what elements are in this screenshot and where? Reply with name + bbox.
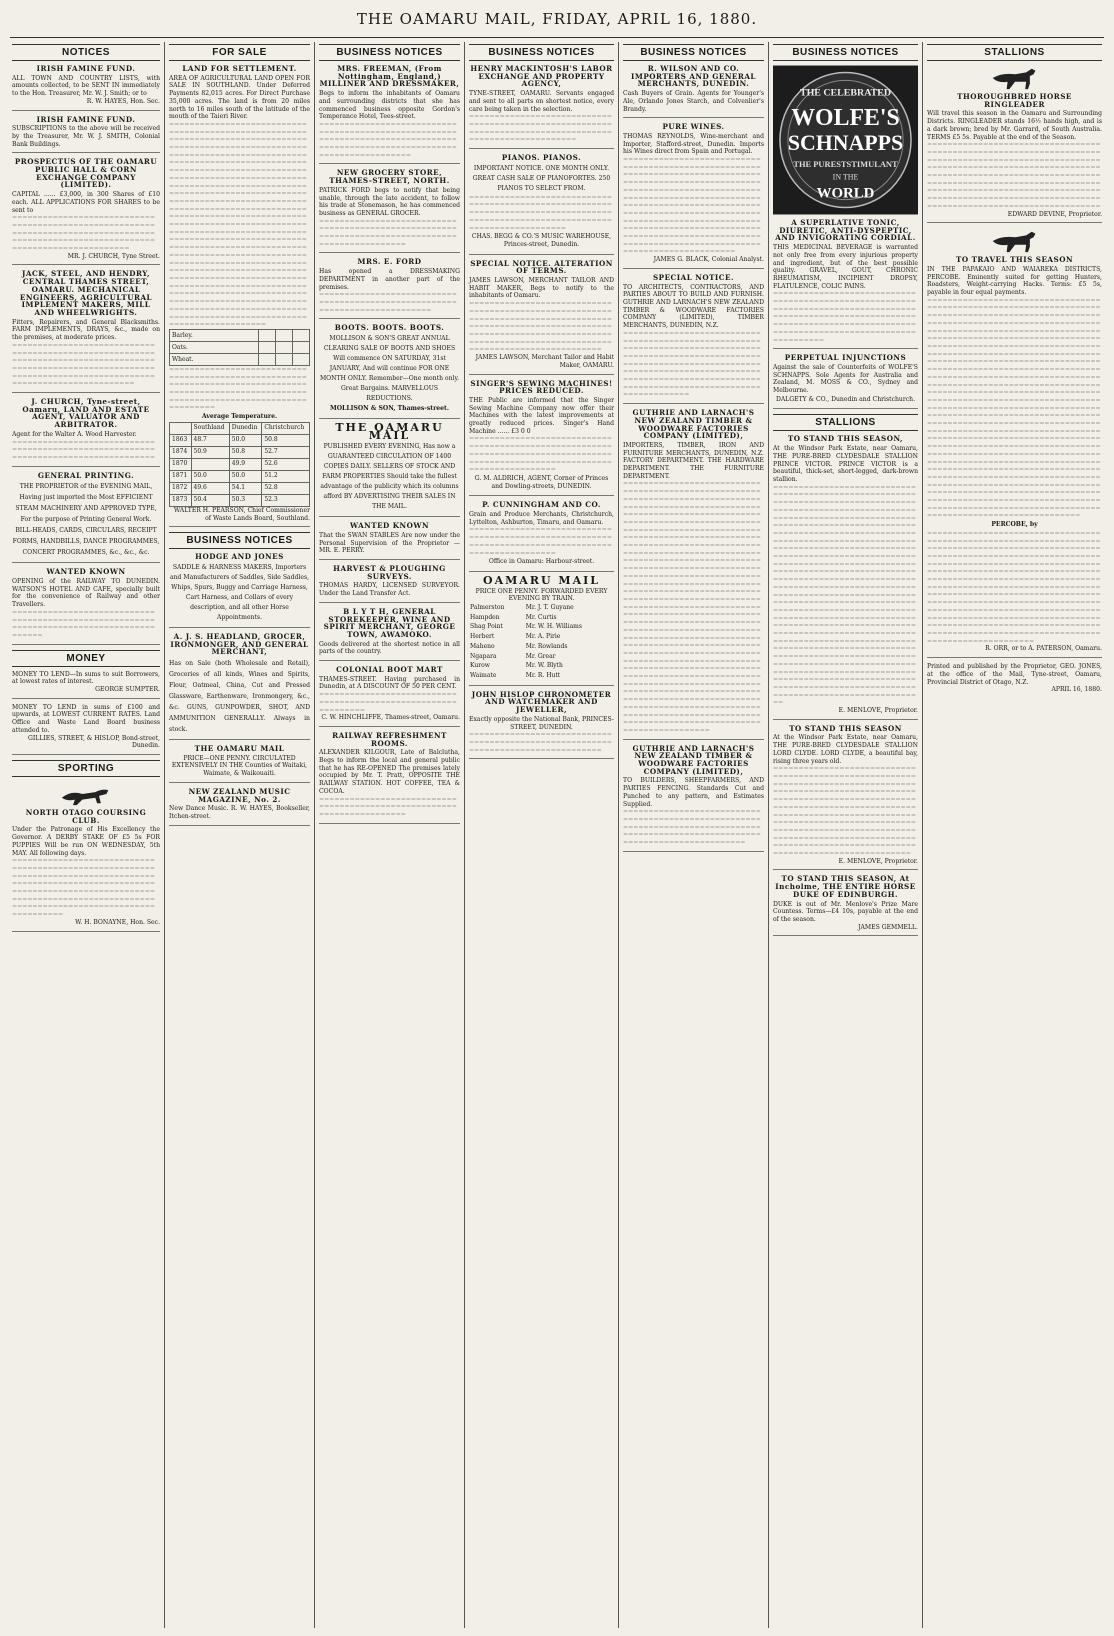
column-header: BUSINESS NOTICES — [319, 44, 460, 61]
advert-title: WANTED KNOWN — [349, 521, 430, 531]
advert-body: AREA OF AGRICULTURAL LAND OPEN FOR SALE IN SOUTHLAND. Under Deferred Payments 82,015 acres. For Direct Purchase 35,000 acres. The land is from 20 miles north to 16 miles south of the latitude of the mouth of the Taieri River. — [169, 74, 310, 121]
advert-title: JOHN HISLOP CHRONOMETER AND WATCHMAKER AND JEWELLER, — [471, 689, 612, 715]
advert-title: IRISH FAMINE FUND. — [36, 64, 136, 73]
column-stallions — [922, 42, 1106, 1628]
table-cell: Oats. — [170, 341, 259, 353]
table-cell: 48.7 — [191, 434, 229, 446]
advert-body: PRICE ONE PENNY. FORWARDED EVERY EVENING BY TRAIN. — [475, 587, 608, 603]
masthead-rule — [10, 37, 1104, 38]
advert-body: IN THE PAPAKAIO AND WAIAREKA DISTRICTS, PERCOBE. Eminently suited for getting Hunters, Roadsters, Weight-carrying Hacks. Terms: £5 5s, payable in four equal payments. — [927, 265, 1102, 297]
advert-title: TO STAND THIS SEASON, — [787, 434, 904, 444]
advert-fine-print: =============================================================== — [319, 691, 457, 714]
table-cell: Mr. Grear — [525, 652, 556, 660]
advert-thomas-hardy-surveyor — [319, 565, 460, 603]
advert-irish-famine-1 — [12, 65, 160, 111]
table-row — [170, 470, 310, 482]
advert-swan-stables — [319, 522, 460, 560]
advert-title: PURE WINES. — [662, 122, 725, 132]
table-cell: Waimate — [470, 672, 497, 679]
advert-title: TO TRAVEL THIS SEASON — [955, 255, 1074, 265]
advert-jack-steel-hendry — [12, 270, 160, 393]
advert-body: That the SWAN STABLES Are now under the Personal Supervision of the Proprietor — MR. E. PERRY. — [319, 531, 460, 555]
advert-body: MONEY TO LEND in sums of £100 and upwards, at LOWEST CURRENT RATES. Land Office and Waste Land Board business attended to. — [12, 703, 160, 734]
advert-signature: G. M. ALDRICH, AGENT, Corner of Princes and Dowling-streets, DUNEDIN. — [474, 474, 609, 490]
advert-body: TO BUILDERS, SHEEPFARMERS, AND PARTIES FENCING. Standards Cut and Punched to any pattern, and Estimates Supplied. — [623, 777, 764, 808]
advert-signature: C. W. HINCHLIFFE, Thames-street, Oamaru. — [321, 714, 460, 722]
advert-pure-wines — [623, 123, 764, 269]
advert-title: GENERAL PRINTING. — [37, 470, 135, 480]
table-cell: 50.3 — [229, 494, 262, 506]
advert-body: SADDLE & HARNESS MAKERS, Importers and Manufacturers of Saddles, Side Saddles, Whips, Spurs, Buggy and Carriage Harness, Cart Harness, and Collars of every description, and all other Horse Appointments. — [169, 563, 310, 621]
table-row — [469, 642, 614, 652]
logo-line: WORLD — [816, 185, 875, 202]
column-business-notices-3 — [618, 42, 768, 1628]
advert-title: A SUPERLATIVE TONIC, DIURETIC, ANTI-DYSPEPTIC, AND INVIGORATING CORDIAL. — [775, 218, 916, 243]
masthead-title: THE OAMARU MAIL, FRIDAY, APRIL 16, 1880. — [356, 10, 758, 28]
advert-signature: Office in Oamaru: Harbour-street. — [488, 558, 595, 566]
advert-colonial-boot-mart — [319, 666, 460, 727]
table-row — [469, 632, 614, 642]
advert-body: PATRICK FORD begs to notify that being unable, through the late accident, to follow his trade at Stonemason, he has commenced business as GENERAL GROCER. — [319, 186, 460, 217]
advert-body: THIS MEDICINAL BEVERAGE is warranted not only free from every injurious property and ingredient, but of the best possible quality. GRAVEL, GOUT, CHRONIC RHEUMATISM, INCIPIENT DROPSY, FLATULENCE, COLIC PAINS. — [773, 244, 918, 290]
advert-body: JAMES LAWSON, MERCHANT TAILOR AND HABIT MAKER, Begs to notify to the inhabitants of Oamaru. — [469, 277, 614, 300]
advert-hodge-jones — [169, 553, 310, 628]
column-header: STALLIONS — [927, 44, 1102, 61]
advert-body: ALL TOWN AND COUNTRY LISTS, with amounts collected, to be SENT IN immediately to the Hon. Treasurer, Mr. W. J. Smith; or to — [12, 74, 160, 98]
advert-title: PIANOS. PIANOS. — [501, 153, 582, 163]
advert-title: P. CUNNINGHAM AND CO. — [482, 500, 601, 510]
advert-money-to-lend-2 — [12, 704, 160, 755]
advert-oamaru-mail-agents — [469, 573, 614, 686]
table-cell — [191, 458, 229, 470]
advert-body: Cash Buyers of Grain. Agents for Younger's Ale, Orlando Jones Starch, and Colvenlier's Brandy. — [623, 90, 764, 113]
advert-blyth-storekeeper — [319, 608, 460, 661]
column-business-notices-2 — [464, 42, 618, 1628]
table-cell: Mr. Curtis — [525, 613, 557, 621]
column-header: BUSINESS NOTICES — [623, 44, 764, 61]
advert-body: DUKE is out of Mr. Menlove's Prize Mare Countess. Terms—£4 10s, payable at the end of the season. — [773, 900, 918, 923]
table-cell: 52.3 — [262, 494, 310, 506]
advert-title: THOROUGHBRED HORSE RINGLEADER — [957, 92, 1072, 109]
table-cell: 50.4 — [191, 494, 229, 506]
table-cell: Maheno — [470, 642, 495, 650]
advert-cunningham-grain — [469, 501, 614, 572]
advert-fine-print: ============================================================================ — [319, 291, 457, 314]
advert-wilson-merchants — [623, 65, 764, 118]
section-header-money: MONEY — [12, 650, 160, 667]
advert-title: NORTH OTAGO COURSING CLUB. — [25, 808, 147, 825]
advert-body: IMPORTANT NOTICE. ONE MONTH ONLY. GREAT CASH SALE OF PIANOFORTES. 250 PIANOS TO SELECT FROM. — [472, 164, 611, 192]
advert-prince-victor — [773, 435, 918, 719]
advert-fine-print: ========================================================================================== — [12, 608, 155, 639]
imprint — [927, 663, 1102, 698]
advert-pianos — [469, 154, 614, 255]
advert-signature: WALTER H. PEARSON, Chief Commissioner of Waste Lands Board, Southland. — [173, 506, 310, 522]
logo-line: IN THE — [832, 172, 859, 182]
advert-general-printing — [12, 472, 160, 564]
advert-body: Fitters, Repairers, and General Blacksmiths. FARM IMPLEMENTS, DRAYS, &c., made on the premises, at moderate prices. — [12, 318, 160, 342]
table-cell: 49.9 — [229, 458, 262, 470]
advert-title: COLONIAL BOOT MART — [336, 665, 443, 675]
advert-body: THOMAS HARDY, LICENSED SURVEYOR. Under the Land Transfer Act. — [319, 582, 460, 598]
table-cell: 49.6 — [191, 482, 229, 494]
advert-body: Grain and Produce Merchants, Christchurch, Lyttelton, Ashburton, Timaru, and Oamaru. — [469, 511, 614, 526]
table-row — [469, 671, 614, 681]
table-cell: Palmerston — [470, 604, 505, 612]
advert-irish-famine-2 — [12, 116, 160, 154]
section-header-business: BUSINESS NOTICES — [169, 532, 310, 549]
advert-title: WANTED KNOWN — [46, 567, 126, 577]
advert-body: THAMES-STREET. Having purchased in Dunedin, at A DISCOUNT OF 50 PER CENT. — [319, 675, 460, 691]
advert-title: B L Y T H, GENERAL STOREKEEPER, WINE AND SPIRIT MERCHANT, GEORGE TOWN, AWAMOKO. — [323, 606, 456, 639]
advert-signature: EDWARD DEVINE, Proprietor. — [1007, 210, 1102, 218]
table-cell: Mr. R. Hutt — [525, 672, 561, 679]
advert-title: GUTHRIE AND LARNACH'S NEW ZEALAND TIMBER & WOODWARE FACTORIES COMPANY (LIMITED), — [632, 743, 755, 776]
advert-fine-print: ======================================================================================================================================= — [12, 214, 155, 253]
advert-body: PUBLISHED EVERY EVENING, Has now a GUARANTEED CIRCULATION OF 1400 COPIES DAILY. SELLERS OF STOCK AND FARM PROPERTIES Should take the fullest advantage of the publicity which its columns afford BY ADVERTISING THEIR SALES IN THE MAIL. — [320, 443, 459, 511]
advert-signature: JAMES G. BLACK, Colonial Analyst. — [653, 256, 764, 264]
advert-title: LAND FOR SETTLEMENT. — [182, 64, 297, 73]
table-row — [170, 353, 310, 365]
table-row — [170, 446, 310, 458]
advert-body: At the Windsor Park Estate, near Oamaru, THE PURE-BRED CLYDESDALE STALLION LORD CLYDE. LORD CLYDE, a beautiful bay, rising three years old. — [773, 734, 918, 765]
advert-fine-print: ================================================================================================================================================================================================================================================================================================================================================================================================================================================================================================================================================================================================================================================================================================================================================= — [169, 120, 307, 329]
advert-title: HODGE AND JONES — [195, 552, 284, 562]
advert-public-hall-prospectus — [12, 158, 160, 265]
table-cell: Mr. W. Blyth — [525, 662, 563, 670]
advert-mrs-freeman — [319, 65, 460, 164]
table-cell: 52.6 — [262, 458, 310, 470]
advert-guthrie-larnach-2 — [623, 745, 764, 852]
advert-fine-print: ============================================================================================================================================================================================================== — [12, 857, 155, 919]
advert-fine-print: ================================================================================================================================================================================================================================================================================================================================================================================================================================================================================================================================================================================================================================================================================================================================================================================================================== — [773, 483, 916, 707]
column-header: BUSINESS NOTICES — [469, 44, 614, 61]
advert-fine-print: ========================================================================================================================================================================================================================================================================================================================================================== — [623, 156, 761, 256]
masthead — [0, 0, 1114, 40]
advert-wanted-known — [12, 568, 160, 644]
advert-title: SINGER'S SEWING MACHINES! PRICES REDUCED. — [470, 378, 613, 396]
advert-mrs-ford — [319, 258, 460, 319]
column-business-notices-1 — [314, 42, 464, 1628]
logo-line: THE PURESTSTIMULANT — [793, 158, 898, 169]
advert-singer-sewing-machines — [469, 380, 614, 497]
table-cell: Herbert — [470, 633, 495, 641]
advert-body: MOLLISON & SON'S GREAT ANNUAL CLEARING SALE OF BOOTS AND SHOES Will commence ON SATURDAY, 31st JANUARY, And will continue FOR ONE MONTH ONLY. Remember—One month only. Great Bargains. MARVELLOUS REDUCTIONS. — [319, 335, 460, 403]
advert-headland-grocer — [169, 633, 310, 740]
advert-title: OAMARU MAIL — [483, 573, 600, 587]
advert-body: Begs to inform the inhabitants of Oamaru and surrounding districts that she has commenced business opposite Gordon's Temperance Hotel, Tees-street. — [319, 90, 460, 121]
advert-title: A. J. S. HEADLAND, GROCER, IRONMONGER, AND GENERAL MERCHANT, — [170, 631, 309, 657]
agents-table — [469, 603, 614, 681]
table-cell: 50.9 — [191, 446, 229, 458]
advert-land-for-settlement — [169, 65, 310, 527]
logo-line: SCHNAPPS — [787, 130, 904, 155]
advert-oamaru-mail-circulation — [169, 745, 310, 783]
table-cell: 50.0 — [229, 434, 262, 446]
advert-body: TO ARCHITECTS, CONTRACTORS, AND PARTIES ABOUT TO BUILD AND FURNISH. GUTHRIE AND LARNACH'S NEW ZEALAND TIMBER & WOODWARE FACTORIES COMPANY (LIMITED), TIMBER MERCHANTS, DUNEDIN, N.Z. — [623, 283, 764, 330]
pedigree-label: PERCOBE, by — [991, 521, 1038, 529]
advert-mackintosh-labour-exchange — [469, 65, 614, 149]
advert-signature: W. H. BONAYNE, Hon. Sec. — [75, 918, 160, 926]
advert-body: Has opened a DRESSMAKING DEPARTMENT in another part of the premises. — [319, 268, 460, 291]
table-row — [170, 341, 310, 353]
column-for-sale — [164, 42, 314, 1628]
table-cell: Kurow — [470, 662, 490, 670]
advert-body: THE PROPRIETOR of the EVENING MAIL, Having just imported the Most EFFICIENT STEAM MACHINERY AND APPROVED TYPE, For the purpose of Printing General Work. BILL-HEADS, CARDS, CIRCULARS, RECEIPT FORMS, HANDBILLS, DANCE PROGRAMMES, CONCERT PROGRAMMES, &c., &c., &c. — [12, 483, 160, 557]
advert-title: SPECIAL NOTICE. — [652, 272, 735, 282]
advert-title: NEW GROCERY STORE, THAMES-STREET, NORTH. — [329, 168, 450, 186]
advert-signature: GEORGE SUMPTER. — [95, 686, 160, 694]
advert-title: THE OAMARU MAIL — [335, 420, 444, 442]
advert-body: Under the Patronage of His Excellency the Governor. A DERBY STAKE OF £5 5s FOR PUPPIES Will be run ON WEDNESDAY, 5th MAY. All following days. — [12, 826, 160, 857]
advert-title: PERPETUAL INJUNCTIONS — [784, 353, 907, 363]
advert-signature: R. ORR, or to A. PATERSON, Oamaru. — [985, 645, 1102, 653]
table-row — [469, 613, 614, 623]
advert-fine-print: ===================================================================================================== — [469, 526, 612, 557]
advert-body: OPENING of the RAILWAY TO DUNEDIN. WATSON'S HOTEL AND CAFE, specially built for the convenience of Railway and other Travellers. — [12, 578, 160, 609]
advert-title: TO STAND THIS SEASON, At Incholme, THE ENTIRE HORSE DUKE OF EDINBURGH. — [775, 874, 916, 899]
table-row — [170, 494, 310, 506]
advert-james-lawson — [469, 260, 614, 375]
table-cell: 1871 — [170, 470, 192, 482]
advert-body: SUBSCRIPTIONS to the above will be received by the Treasurer, Mr. W. J. SMITH, Colonial Bank Buildings. — [12, 125, 160, 148]
table-cell: Barley. — [170, 329, 259, 341]
table-row — [170, 458, 310, 470]
advert-body: Against the sale of Counterfeits of WOLFE'S SCHNAPPS. Sole Agents for Australia and Zealand, M. MOSS & CO., Sydney and Melbourne. — [773, 363, 918, 395]
table-cell: 1870 — [170, 458, 192, 470]
advert-title: MRS. FREEMAN, (From Nottingham, England,) MILLINER AND DRESSMAKER, — [319, 64, 460, 89]
table-cell: Hampden — [470, 613, 500, 621]
horse-illustration-icon — [987, 228, 1043, 254]
advert-title: BOOTS. BOOTS. BOOTS. — [334, 323, 445, 333]
advert-fine-print: ============================================================================================================================== — [319, 120, 457, 159]
table-cell: Mr. W. H. Williams — [525, 623, 582, 631]
table-cell: Ngapara — [470, 652, 497, 660]
advert-fine-print: ==================================================================================================================================================================== — [12, 341, 155, 388]
advert-body: Has on Sale (both Wholesale and Retail), Groceries of all kinds, Wines and Spirits, Flour, Oatmeal, China, Cut and Pressed Glassware, Earthenware, Ironmongery, &c., &c. GUNS, GUNPOWDER, SHOT, AND AMMUNITION GENERALLY. Always in stock. — [169, 660, 310, 734]
advert-title: MRS. E. FORD — [357, 257, 422, 267]
table-row — [469, 661, 614, 671]
table-cell: Mr. J. T. Guyane — [525, 604, 574, 612]
advert-percobe — [927, 228, 1102, 658]
table-row — [170, 482, 310, 494]
table-cell: 50.8 — [229, 446, 262, 458]
advert-title: GUTHRIE AND LARNACH'S NEW ZEALAND TIMBER & WOODWARE FACTORIES COMPANY (LIMITED), — [632, 408, 755, 441]
greyhound-illustration-icon — [58, 781, 114, 807]
advert-body: New Dance Music. R. W. HAYES, Bookseller, Itchen-street. — [169, 805, 310, 820]
advert-railway-refreshment — [319, 732, 460, 824]
table-header: Dunedin — [229, 422, 262, 434]
advert-signature: JAMES LAWSON, Merchant Tailor and Habit Maker, OAMARU. — [475, 354, 614, 369]
advert-coursing-club — [12, 781, 160, 932]
logo-line: WOLFE'S — [791, 105, 900, 132]
advert-body: CAPITAL ...... £3,000, in 300 Shares of £10 each. ALL APPLICATIONS FOR SHARES to be sent to — [12, 191, 160, 214]
advert-body: Will travel this season in the Oamaru and Surrounding Districts. RINGLEADER stands 16½ hands high, and is a dark brown; bred by Mr. Garrard, of South Australia. TERMS £5 5s. Payable at the end of the Season. — [927, 110, 1102, 141]
table-cell: 1873 — [170, 494, 192, 506]
advert-lord-clyde — [773, 725, 918, 871]
table-row — [170, 434, 310, 446]
table-cell: 52.7 — [262, 446, 310, 458]
advert-fine-print: ==================================================================================== — [12, 438, 155, 461]
advert-guthrie-larnach-1 — [623, 409, 764, 740]
advert-money-to-lend-1 — [12, 671, 160, 699]
temperature-table-caption: Average Temperature. — [201, 413, 278, 421]
advert-title: J. CHURCH, Tyne-street, Oamaru, LAND AND ESTATE AGENT, VALUATOR AND ARBITRATOR. — [22, 397, 150, 430]
table-header: Southland — [191, 422, 229, 434]
advert-signature: GILLIES, STREET, & HISLOP, Bond-street, Dunedin. — [28, 734, 160, 750]
advert-new-grocery-store — [319, 169, 460, 253]
advert-perpetual-injunctions — [773, 354, 918, 409]
column-header: NOTICES — [12, 44, 160, 61]
advert-ringleader — [927, 65, 1102, 223]
advert-fine-print: ======================================================================= — [319, 795, 457, 818]
table-cell: 1863 — [170, 434, 192, 446]
table-cell: Mr. Rowlands — [525, 642, 568, 650]
advert-signature: R. W. HAYES, Hon. Sec. — [86, 97, 160, 105]
advert-title: R. WILSON AND CO. IMPORTERS AND GENERAL MERCHANTS, DUNEDIN. — [631, 64, 756, 89]
table-row — [469, 622, 614, 632]
advert-body: IMPORTERS, TIMBER, IRON AND FURNITURE MERCHANTS, DUNEDIN, N.Z. FACTORY DEPARTMENT. THE HARDWARE DEPARTMENT. THE FURNITURE DEPARTMENT. — [623, 441, 764, 480]
advert-signature: MOLLISON & SON, Thames-street. — [330, 405, 449, 413]
advert-body: Goods delivered at the shortest notice in all parts of the country. — [319, 640, 460, 656]
pedigree-chart: ================================================================================================================================================================================================================================================================================================================================================================================================================================================================================================================= — [927, 529, 1101, 645]
advert-fine-print: ================================================================================== — [469, 731, 612, 754]
advert-title: HARVEST & PLOUGHING SURVEYS. — [333, 564, 446, 581]
advert-fine-print: =================================================================================================================================== — [469, 193, 612, 232]
table-cell: 51.2 — [262, 470, 310, 482]
table-cell: Wheat. — [170, 353, 259, 365]
table-header-row — [170, 422, 310, 434]
column-business-notices-4 — [768, 42, 922, 1628]
advert-title: THE OAMARU MAIL — [194, 744, 285, 754]
advert-fine-print: ================================================================================================================================= — [469, 435, 612, 474]
table-cell: 50.0 — [229, 470, 262, 482]
table-header: Christchurch — [262, 422, 310, 434]
advert-title: SPECIAL NOTICE. ALTERATION OF TERMS. — [470, 258, 613, 276]
advert-body: TYNE-STREET, OAMARU. Servants engaged and sent to all parts on shortest notice, every care being taken in the selection. — [469, 90, 614, 113]
advert-signature: CHAS. BEGG & CO.'S MUSIC WAREHOUSE, Princes-street, Dunedin. — [471, 233, 612, 248]
imprint-text: Printed and published by the Proprietor, GEO. JONES, at the office of the Mail, Tyne-street, Oamaru, Provincial District of Otago, N.Z. — [927, 663, 1102, 686]
advert-signature: JAMES GEMMELL. — [858, 923, 918, 931]
advert-title: JACK, STEEL, AND HENDRY, CENTRAL THAMES STREET, OAMARU. MECHANICAL ENGINEERS, AGRICULTURAL IMPLEMENT MAKERS, MILL AND WHEELWRIGHTS. — [19, 269, 153, 317]
advert-duke-of-edinburgh — [773, 875, 918, 936]
column-header: FOR SALE — [169, 44, 310, 61]
advert-fine-print: ====================================================================================================================================================================================================================================================================================================================================================================================================================================================================================================================================================================================================================================================================================================================================================================================================================================================================================================================================================================================================================== — [927, 296, 1101, 520]
table-cell: Mr. A. Pirie — [525, 633, 561, 641]
advert-mollison-boots — [319, 324, 460, 418]
advert-john-hislop — [469, 691, 614, 760]
advert-oamaru-mail — [319, 420, 460, 517]
table-cell: 50.0 — [191, 470, 229, 482]
logo-line: THE CELEBRATED — [799, 87, 892, 99]
advert-body: Exactly opposite the National Bank, PRINCES-STREET, DUNEDIN. — [469, 715, 614, 731]
column-notices — [8, 42, 164, 1628]
column-header: BUSINESS NOTICES — [773, 44, 918, 61]
advert-title: TO STAND THIS SEASON — [789, 723, 902, 733]
advert-body: ALEXANDER KILGOUR, Late of Balclutha, Begs to inform the local and general public that he has RE-OPENED The premises lately occupied by Mr. T. Pratt, OPPOSITE THE RAILWAY STATION. HOT COFFEE, TEA & COCOA. — [319, 749, 460, 795]
advert-fine-print: ==================================================================================================================================== — [623, 808, 761, 847]
table-cell: 54.1 — [229, 482, 262, 494]
advert-fine-print: ================================================================================================================================================ — [169, 365, 307, 412]
crop-yield-table — [169, 329, 310, 366]
table-cell: 1872 — [170, 482, 192, 494]
advert-fine-print: ================================================================================================== — [319, 217, 457, 248]
wolfes-schnapps-logo-icon — [773, 65, 918, 215]
advert-signature: MR. J. CHURCH, Tyne Street. — [67, 252, 160, 260]
advert-title: PROSPECTUS OF THE OAMARU PUBLIC HALL & CORN EXCHANGE COMPANY (LIMITED). — [14, 157, 158, 190]
advert-body: THE Public are informed that the Singer Sewing Machine Company now offer their Machines with the latest improvements at greatly reduced prices. Singer's Hand Machine ...... £3 0 0 — [469, 396, 614, 435]
advert-fine-print: ================================================================================================================================================================================== — [773, 290, 916, 344]
advert-signature: E. MENLOVE, Proprietor. — [838, 707, 918, 715]
advert-signature: E. MENLOVE, Proprietor. — [838, 857, 918, 865]
advert-fine-print: ================================================================================================================================================================================================== — [469, 300, 612, 354]
table-row — [469, 603, 614, 613]
imprint-date: APRIL 16, 1880. — [1051, 686, 1102, 694]
table-row — [170, 329, 310, 341]
advert-body: At the Windsor Park Estate, near Oamaru, THE PURE-BRED CLYDESDALE STALLION PRINCE VICTOR. PRINCE VICTOR is a beautiful, thick-set, short-legged, dark-brown stallion. — [773, 445, 918, 483]
advert-title: RAILWAY REFRESHMENT ROOMS. — [332, 730, 447, 748]
horse-illustration-icon — [987, 65, 1043, 91]
advert-title: IRISH FAMINE FUND. — [36, 114, 136, 124]
advert-schnapps-tonic — [773, 219, 918, 349]
advert-body: THOMAS REYNOLDS, Wine-merchant and Importer, Stafford-street, Dunedin. Imports his Wines direct from Spain and Portugal. — [623, 132, 764, 156]
advert-body: MONEY TO LEND—In sums to suit Borrowers, at lowest rates of interest. — [12, 670, 160, 686]
advert-fine-print: ================================================================================================================================================================================================================================================================================================================== — [927, 141, 1101, 210]
table-row — [469, 652, 614, 662]
table-cell: 50.8 — [262, 434, 310, 446]
section-header-stallions: STALLIONS — [773, 414, 918, 431]
advert-fine-print: =============================================================================================================================================================================================================================================================================================================================================== — [773, 765, 916, 858]
advert-fine-print: ========================================================================================================= — [469, 113, 612, 144]
advert-fine-print: ================================================================================================================================================================================================================================================================================================================================================================================================================================================================================================================================================================================================================================================================================================================================================================================================================================================================================================================= — [623, 480, 761, 734]
advert-signature: DALGETY & CO., Dunedin and Christchurch. — [775, 395, 916, 403]
advert-special-notice-timber — [623, 274, 764, 404]
advert-body: Agent for the Walter A. Wood Harvester. — [12, 430, 137, 438]
advert-body: PRICE—ONE PENNY. CIRCULATED EXTENSIVELY IN THE Counties of Waitaki, Waimate, & Waikouaiti. — [171, 754, 308, 778]
advert-church-land-agent — [12, 398, 160, 467]
temperature-table — [169, 422, 310, 507]
table-cell: 52.8 — [262, 482, 310, 494]
advert-title: NEW ZEALAND MUSIC MAGAZINE, No. 2. — [188, 786, 291, 804]
table-cell: Shag Point — [470, 623, 503, 631]
advert-fine-print: ===================================================================================================================================================================================================================================== — [623, 329, 761, 399]
advert-title: HENRY MACKINTOSH'S LABOR EXCHANGE AND PROPERTY AGENCY, — [470, 64, 613, 89]
table-cell: 1874 — [170, 446, 192, 458]
section-header-sporting: SPORTING — [12, 760, 160, 777]
advert-music-magazine — [169, 788, 310, 826]
